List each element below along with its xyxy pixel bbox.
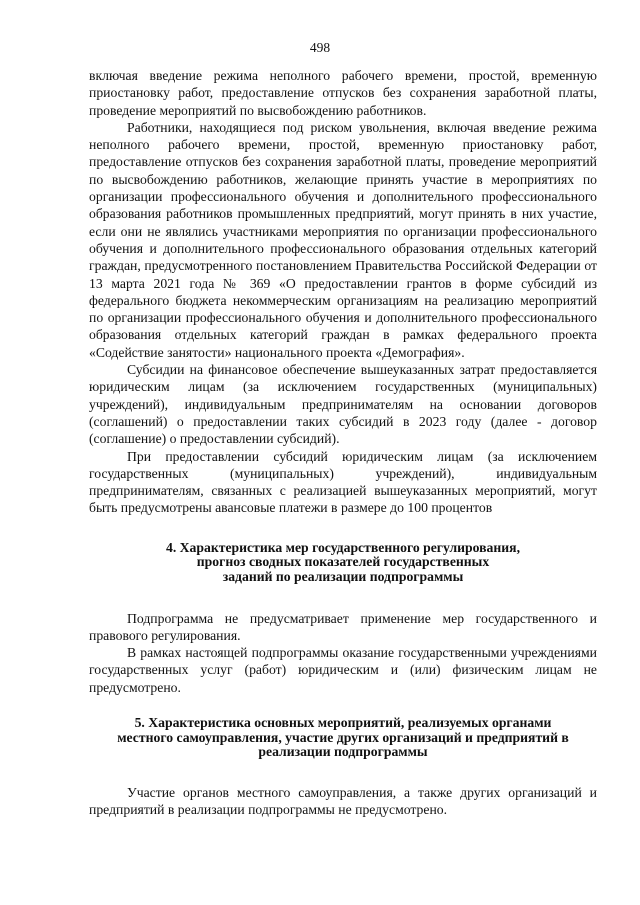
paragraph-workers-at-risk: Работники, находящиеся под риском увольнения, включая введение режима неполного рабочего времени, простой, временную приостановку работ, предоставление отпусков без сохранения заработной платы, проведение мероприятий по высвобождению работников, желающие принять участие в мероприятиях по организации профессионального обучения и дополнительного профессионального образования работников промышленных предприятий, могут принять в них участие, если они не являлись участниками мероприятия по организации профессионального обучения и дополнительного профессионального образования отдельных категорий граждан, предусмотренного постановлением Правительства Российской Федерации от 13 марта 2021 года № 369 «О предоставлении грантов в форме субсидий из федерального бюджета некоммерческим организациям на реализацию мероприятий по организации профессионального обучения и дополнительного профессионального образования отдельных категорий граждан в рамках федерального проекта «Содействие занятости» национального проекта «Демография». — [89, 119, 597, 360]
section-4-heading-line: 4. Характеристика мер государственного регулирования, — [165, 539, 521, 555]
section-5-heading-line: реализации подпрограммы — [258, 744, 428, 760]
section-4-heading-line: заданий по реализации подпрограммы — [222, 568, 464, 584]
spacer — [89, 760, 597, 784]
spacer — [89, 696, 597, 716]
section-4-heading — [89, 541, 597, 585]
page-number: 498 — [309, 40, 331, 55]
section-5-heading-line: местного самоуправления, участие других организаций и предприятий в — [117, 729, 569, 745]
section-4-paragraph: Подпрограмма не предусматривает применение мер государственного и правового регулирования. — [89, 610, 597, 643]
section-4-heading-line: прогноз сводных показателей государственных — [196, 554, 490, 570]
paragraph-advance-payments: При предоставлении субсидий юридическим лицам (за исключением государственных (муниципальных) учреждений), индивидуальным предпринимателям, связанных с реализацией вышеуказанных мероприятий, могут быть предусмотрены авансовые платежи в размере до 100 процентов — [89, 448, 597, 516]
spacer — [89, 585, 597, 610]
section-5-paragraph: Участие органов местного самоуправления, а также других организаций и предприятий в реализации подпрограммы не предусмотрено. — [89, 784, 597, 818]
paragraph-continuation: включая введение режима неполного рабочего времени, простой, временную приостановку работ, предоставление отпусков без сохранения заработной платы, проведение мероприятий по высвобождению работников. — [89, 68, 597, 118]
section-5-heading-line: 5. Характеристика основных мероприятий, реализуемых органами — [134, 714, 552, 730]
spacer — [89, 517, 597, 541]
section-5-heading — [89, 716, 597, 760]
section-4-paragraph: В рамках настоящей подпрограммы оказание государственными учреждениями государственных услуг (работ) юридическим и (или) физическим лицам не предусмотрено. — [89, 645, 597, 695]
paragraph-subsidies: Субсидии на финансовое обеспечение вышеуказанных затрат предоставляется юридическим лицам (за исключением государственных (муниципальных) учреждений), индивидуальным предпринимателям на основании договоров (соглашений) о предоставлении таких субсидий в 2023 году (далее - договор (соглашение) о предоставлении субсидий). — [89, 362, 597, 447]
document-body — [89, 67, 597, 818]
